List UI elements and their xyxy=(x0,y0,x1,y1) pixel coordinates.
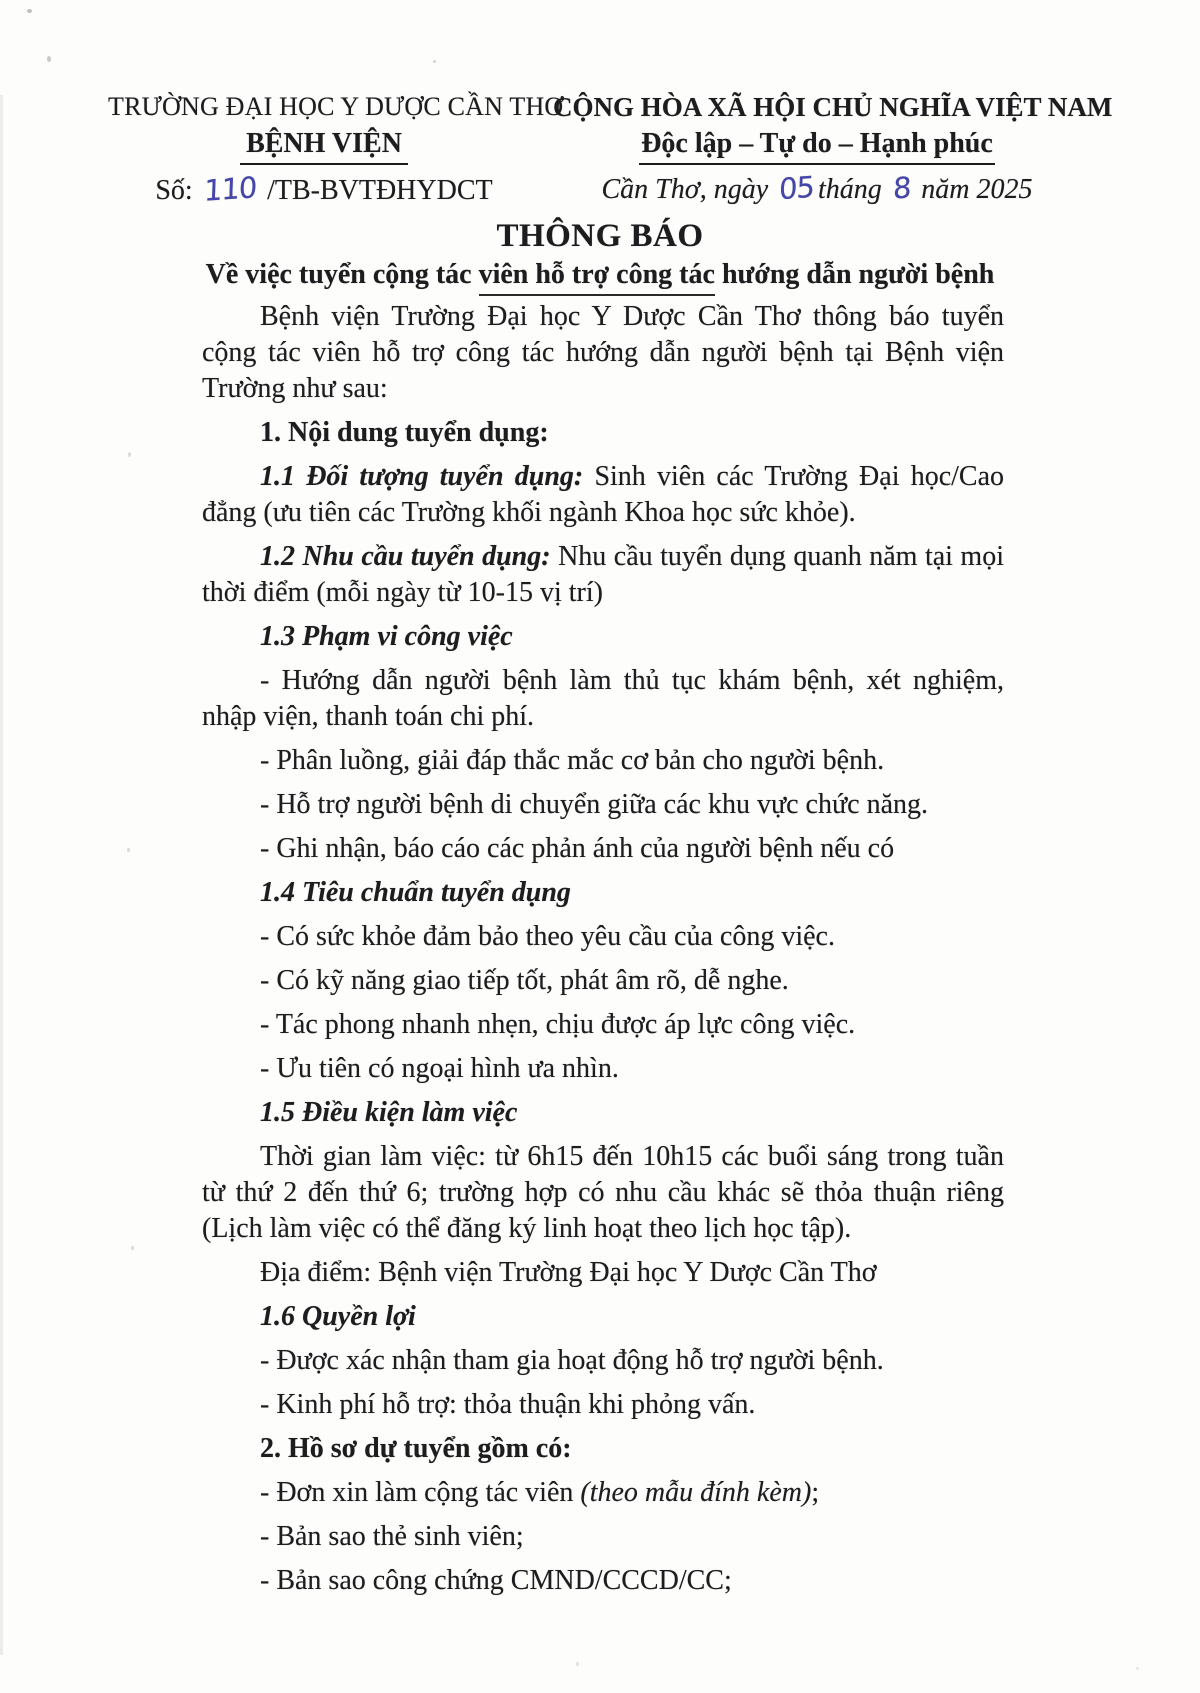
text-run: 1.1 Đối tượng tuyển dụng: xyxy=(260,461,595,492)
section-2-heading xyxy=(202,1431,1004,1467)
document-body xyxy=(202,299,1004,1607)
document-number-label: Số: xyxy=(155,175,193,206)
date-prefix: Cần Thơ, ngày xyxy=(601,174,769,205)
text-run: Nhu cầu tuyển dụng quanh năm tại mọi thời điểm (mỗi ngày từ 10-15 vị trí) xyxy=(202,541,1004,608)
notice-subtitle xyxy=(0,259,1200,291)
text-run: - Được xác nhận tham gia hoạt động hỗ trợ người bệnh. xyxy=(260,1345,884,1376)
scan-speck xyxy=(1136,1667,1139,1670)
dash-item xyxy=(202,663,1004,735)
org-unit-name: BỆNH VIỆN xyxy=(240,128,408,165)
date-between: tháng xyxy=(818,174,882,205)
text-run: - Có kỹ năng giao tiếp tốt, phát âm rõ, dễ nghe. xyxy=(260,965,789,996)
text-run: - Ưu tiên có ngoại hình ưa nhìn. xyxy=(260,1053,619,1084)
section-1-4-heading xyxy=(202,875,1004,911)
text-run: Địa điểm: Bệnh viện Trường Đại học Y Dược Cần Thơ xyxy=(260,1257,877,1288)
text-run: 1.3 Phạm vi công việc xyxy=(260,621,513,652)
text-run: Bệnh viện Trường Đại học Y Dược Cần Thơ thông báo tuyển cộng tác viên hỗ trợ công tác hướng dẫn người bệnh tại Bệnh viện Trường như sau: xyxy=(202,301,1004,404)
issuing-org-block xyxy=(108,92,564,208)
scan-speck xyxy=(128,452,131,457)
text-run: - Ghi nhận, báo cáo các phản ánh của người bệnh nếu có xyxy=(260,833,895,864)
text-run: 1. Nội dung tuyển dụng: xyxy=(260,417,549,448)
document-number-line xyxy=(108,170,540,208)
handwritten-month: 8 xyxy=(892,170,911,206)
scan-speck xyxy=(47,56,51,62)
text-run: - Đơn xin làm cộng tác viên xyxy=(260,1477,581,1508)
dash-item xyxy=(202,743,1004,779)
dash-item xyxy=(202,1007,1004,1043)
text-run: 1.6 Quyền lợi xyxy=(260,1301,416,1332)
text-run: - Hỗ trợ người bệnh di chuyển giữa các khu vực chức năng. xyxy=(260,789,929,820)
national-motto: Độc lập – Tự do – Hạnh phúc xyxy=(639,128,995,165)
text-run: Sinh viên các Trường Đại học/Cao đẳng (ưu tiên các Trường khối ngành Khoa học sức khỏe). xyxy=(202,461,1005,528)
date-suffix: năm 2025 xyxy=(921,174,1033,205)
text-run: - Hướng dẫn người bệnh làm thủ tục khám bệnh, xét nghiệm, nhập viện, thanh toán chi phí. xyxy=(202,665,1004,732)
handwritten-document-number: 110 xyxy=(203,170,257,208)
working-time-paragraph xyxy=(202,1139,1004,1247)
national-title: CỘNG HÒA XÃ HỘI CHỦ NGHĨA VIỆT NAM xyxy=(553,92,1113,122)
dash-item xyxy=(202,1475,1004,1511)
text-run: - Bản sao công chứng CMND/CCCD/CC; xyxy=(260,1565,732,1596)
intro-paragraph xyxy=(202,299,1004,407)
subtitle-text: hướng dẫn người bệnh xyxy=(714,259,995,290)
place-date-line xyxy=(553,169,1081,207)
text-run: 2. Hồ sơ dự tuyển gồm có: xyxy=(260,1433,572,1464)
dash-item xyxy=(202,1343,1004,1379)
document-number-suffix: /TB-BVTĐHYDCT xyxy=(267,175,493,206)
location-paragraph xyxy=(202,1255,1004,1291)
section-1-heading xyxy=(202,415,1004,451)
section-1-2 xyxy=(202,539,1004,611)
dash-item xyxy=(202,1519,1004,1555)
org-name: TRƯỜNG ĐẠI HỌC Y DƯỢC CẦN THƠ xyxy=(108,92,564,121)
section-1-6-heading xyxy=(202,1299,1004,1335)
text-run: ; xyxy=(811,1477,820,1508)
dash-item xyxy=(202,1051,1004,1087)
dash-item xyxy=(202,1387,1004,1423)
scan-speck xyxy=(27,9,32,13)
section-1-3-heading xyxy=(202,619,1004,655)
text-run: - Tác phong nhanh nhẹn, chịu được áp lực công việc. xyxy=(260,1009,856,1040)
subtitle-text: Về việc tuyển cộng tác xyxy=(205,259,479,290)
notice-title-block xyxy=(0,218,1200,291)
text-run: - Bản sao thẻ sinh viên; xyxy=(260,1521,524,1552)
text-run: - Có sức khỏe đảm bảo theo yêu cầu của công việc. xyxy=(260,921,835,952)
dash-item xyxy=(202,1563,1004,1599)
section-1-5-heading xyxy=(202,1095,1004,1131)
section-1-1 xyxy=(202,459,1004,531)
text-run: 1.4 Tiêu chuẩn tuyển dụng xyxy=(260,877,571,908)
text-run: - Phân luồng, giải đáp thắc mắc cơ bản cho người bệnh. xyxy=(260,745,885,776)
scan-speck xyxy=(433,60,436,63)
dash-item xyxy=(202,787,1004,823)
dash-item xyxy=(202,919,1004,955)
dash-item xyxy=(202,963,1004,999)
text-run: 1.5 Điều kiện làm việc xyxy=(260,1097,518,1128)
handwritten-day: 05 xyxy=(778,169,815,207)
text-run: 1.2 Nhu cầu tuyển dụng: xyxy=(260,541,559,572)
scan-speck xyxy=(131,1246,134,1250)
subtitle-underlined-text: viên hỗ trợ công tác xyxy=(479,259,715,296)
scan-edge-artifact xyxy=(0,95,3,1655)
dash-item xyxy=(202,831,1004,867)
notice-title: THÔNG BÁO xyxy=(496,218,704,254)
text-run: Thời gian làm việc: từ 6h15 đến 10h15 các buổi sáng trong tuần từ thứ 2 đến thứ 6; trường hợp có nhu cầu khác sẽ thỏa thuận riêng (Lịch làm việc có thể đăng ký linh hoạt theo lịch học tập). xyxy=(202,1141,1004,1244)
scan-speck xyxy=(127,848,130,852)
text-run: (theo mẫu đính kèm) xyxy=(580,1477,812,1508)
scan-speck xyxy=(576,1662,579,1666)
national-motto-block xyxy=(553,92,1113,207)
text-run: - Kinh phí hỗ trợ: thỏa thuận khi phỏng vấn. xyxy=(260,1389,756,1420)
